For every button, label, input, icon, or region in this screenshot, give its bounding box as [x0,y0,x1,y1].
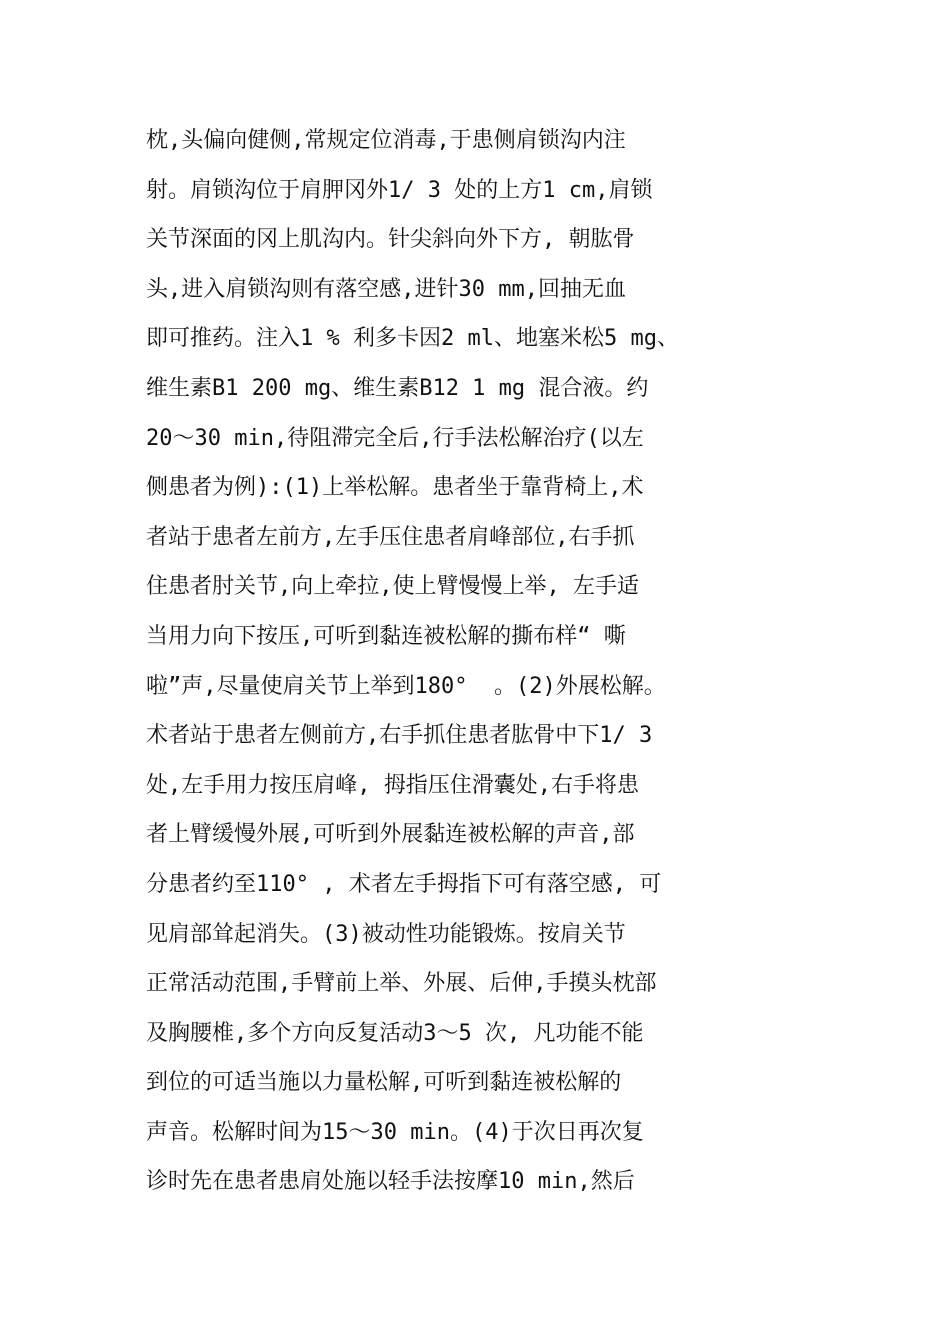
text-line: 正常活动范围,手臂前上举、外展、后伸,手摸头枕部 [146,971,657,997]
text-line: 枕,头偏向健侧,常规定位消毒,于患侧肩锁沟内注 [146,128,626,153]
text-line: 维生素B1 200 mg、维生素B12 1 mg 混合液。约 [146,375,649,401]
text-line: 关节深面的冈上肌沟内。针尖斜向外下方, 朝肱骨 [146,227,635,253]
text-line: 者上臂缓慢外展,可听到外展黏连被松解的声音,部 [146,822,635,848]
text-line: 头,进入肩锁沟则有落空感,进针30 mm,回抽无血 [146,276,626,302]
text-line: 声音。松解时间为15～30 min。(4)于次日再次复 [146,1119,644,1145]
text-line: 当用力向下按压,可听到黏连被松解的撕布样“ 嘶 [146,623,626,649]
text-line: 到位的可适当施以力量松解,可听到黏连被松解的 [146,1070,622,1096]
text-line: 啦”声,尽量使肩关节上举到180° 。(2)外展松解。 [146,673,666,699]
text-line: 处,左手用力按压肩峰, 拇指压住滑囊处,右手将患 [146,772,639,798]
text-line: 诊时先在患者患肩处施以轻手法按摩10 min,然后 [146,1169,635,1195]
text-line: 住患者肘关节,向上牵拉,使上臂慢慢上举, 左手适 [146,574,639,600]
text-line: 射。肩锁沟位于肩胛冈外1/ 3 处的上方1 cm,肩锁 [146,177,653,203]
body-text [146,116,726,1207]
text-line: 20～30 min,待阻滞完全后,行手法松解治疗(以左 [146,425,644,451]
text-line: 即可推药。注入1 % 利多卡因2 ml、地塞米松5 mg、 [146,326,679,352]
text-line: 者站于患者左前方,左手压住患者肩峰部位,右手抓 [146,524,635,550]
text-line: 分患者约至110° , 术者左手拇指下可有落空感, 可 [146,871,662,897]
text-line: 见肩部耸起消失。(3)被动性功能锻炼。按肩关节 [146,921,626,947]
text-line: 术者站于患者左侧前方,右手抓住患者肱骨中下1/ 3 [146,723,653,749]
text-line: 侧患者为例):(1)上举松解。患者坐于靠背椅上,术 [146,475,644,501]
text-line: 及胸腰椎,多个方向反复活动3～5 次, 凡功能不能 [146,1020,644,1046]
